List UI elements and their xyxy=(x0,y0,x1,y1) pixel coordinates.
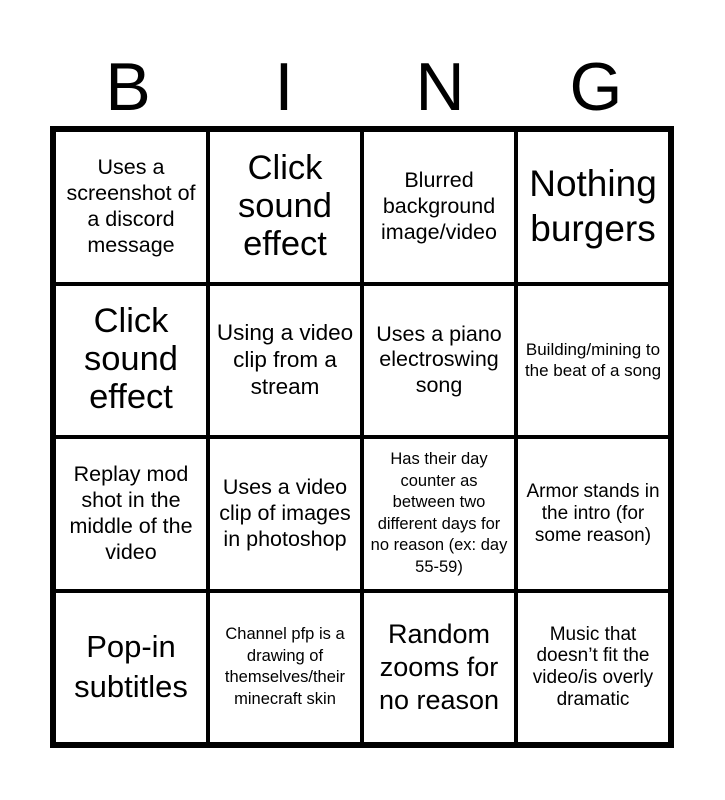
cell-text: Uses a video clip of images in photoshop xyxy=(219,475,351,551)
bingo-cell[interactable] xyxy=(362,437,516,591)
cell-text: Blurred background image/video xyxy=(381,168,497,244)
bingo-cell[interactable] xyxy=(54,130,208,284)
bingo-cell[interactable] xyxy=(208,437,362,591)
cell-text: Channel pfp is a drawing of themselves/their minecraft skin xyxy=(224,625,346,708)
header-letter-i: I xyxy=(274,49,294,125)
cell-text: Armor stands in the intro (for some reason) xyxy=(526,480,660,546)
bingo-cell[interactable] xyxy=(54,437,208,591)
bingo-grid xyxy=(50,126,674,748)
bingo-cell[interactable] xyxy=(362,591,516,745)
bingo-cell[interactable] xyxy=(208,284,362,438)
cell-text: Click sound effect xyxy=(238,148,332,263)
bingo-cell[interactable] xyxy=(516,130,670,284)
bingo-cell[interactable] xyxy=(54,284,208,438)
cell-text: Random zooms for no reason xyxy=(378,618,500,715)
header-letter-b: B xyxy=(105,49,151,125)
bingo-cell[interactable] xyxy=(362,284,516,438)
cell-text: Using a video clip from a stream xyxy=(216,320,354,399)
cell-text: Click sound effect xyxy=(84,302,178,417)
cell-text: Has their day counter as between two different days for no reason (ex: day 55-59) xyxy=(370,450,508,576)
bingo-cell[interactable] xyxy=(208,130,362,284)
bingo-cell[interactable] xyxy=(362,130,516,284)
cell-text: Building/mining to the beat of a song xyxy=(524,339,662,381)
bingo-cell[interactable] xyxy=(208,591,362,745)
cell-text: Nothing burgers xyxy=(529,163,657,249)
cell-text: Uses a screenshot of a discord message xyxy=(66,155,196,257)
cell-text: Pop-in subtitles xyxy=(74,628,188,705)
bingo-cell[interactable] xyxy=(516,591,670,745)
bingo-cell[interactable] xyxy=(516,284,670,438)
bingo-cell[interactable] xyxy=(54,591,208,745)
cell-text: Music that doesn’t fit the video/is overly dramatic xyxy=(532,623,654,711)
header-letter-n: N xyxy=(415,49,465,125)
cell-text: Uses a piano electroswing song xyxy=(376,321,502,398)
bingo-header xyxy=(50,48,674,126)
bingo-cell[interactable] xyxy=(516,437,670,591)
header-letter-g: G xyxy=(569,49,623,125)
cell-text: Replay mod shot in the middle of the video xyxy=(69,462,193,564)
